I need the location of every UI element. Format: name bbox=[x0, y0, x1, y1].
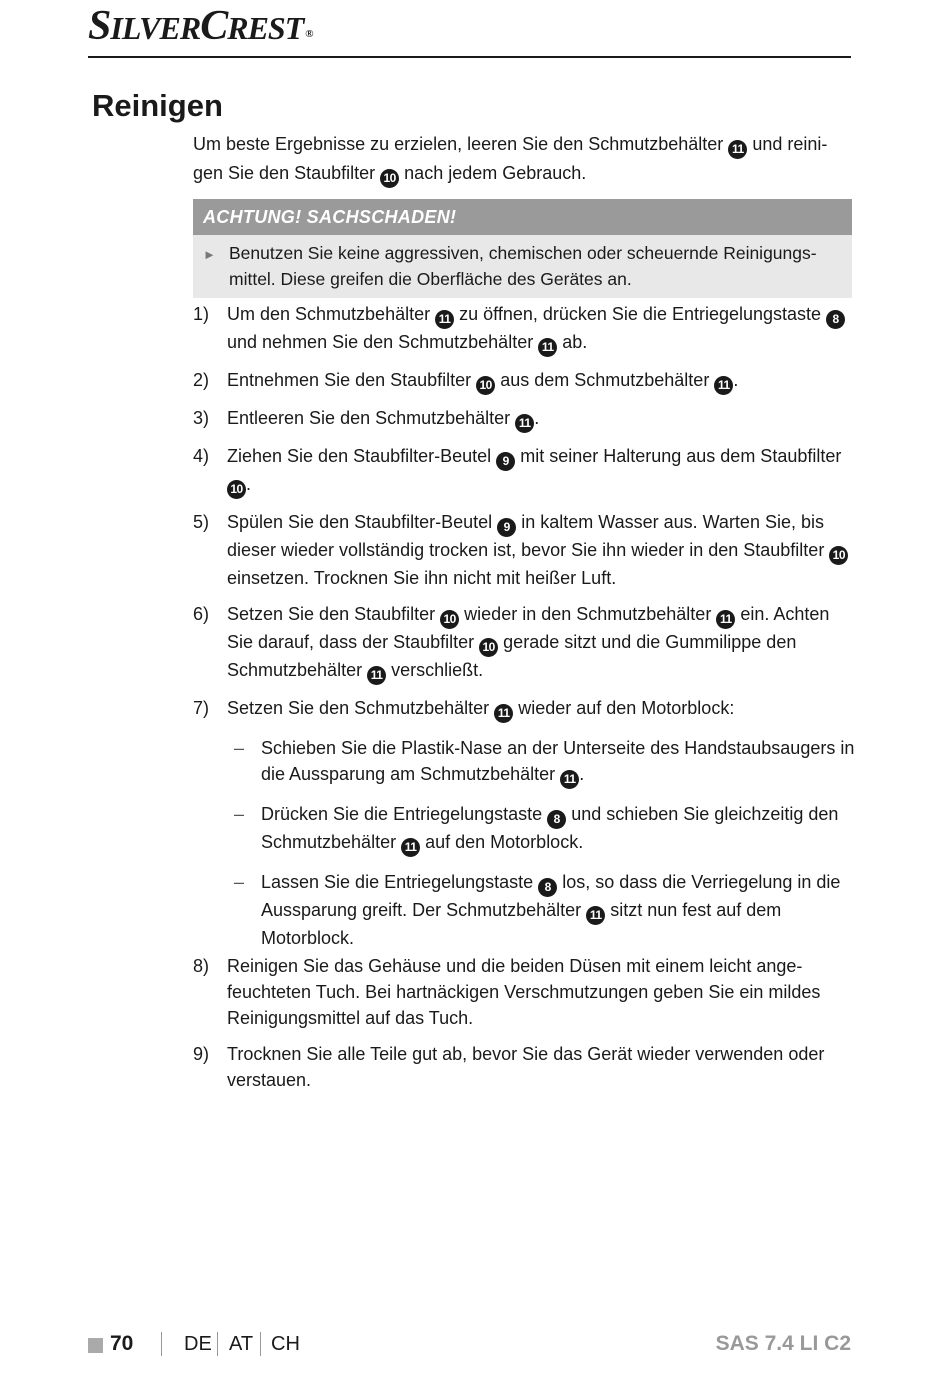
arrow-icon: ► bbox=[203, 247, 216, 262]
ref-11-icon: 11 bbox=[538, 338, 557, 357]
brand-logo: SILVERCREST ® bbox=[88, 3, 313, 49]
ref-8-icon: 8 bbox=[826, 310, 845, 329]
ref-11-icon: 11 bbox=[728, 140, 747, 159]
ref-11-icon: 11 bbox=[367, 666, 386, 685]
step-2: 2) Entnehmen Sie den Staubfilter 10 aus dem Schmutzbehälter 11 . bbox=[193, 367, 858, 395]
warning-box bbox=[193, 199, 852, 298]
step-7: 7) Setzen Sie den Schmutzbehälter 11 wieder auf den Motorblock: – Schieben Sie die Plastik-Nase an der Unterseite des Handstaubsaugers in die Aussparung am Schmutzbehälter 11 . – Drücken Sie die Entriegelungstaste 8 und schieben Sie gleichzeitig den Schmutzbehälter 11 auf den Motorblock. – Lassen Sie die Entriegelungstaste 8 los, so dass die Verriegelung in die Aussparung greift. Der Schmutzbehälter 11 sitzt nun fest auf dem Motorblock. bbox=[193, 695, 858, 951]
ref-8-icon: 8 bbox=[547, 810, 566, 829]
step-6: 6) Setzen Sie den Staubfilter 10 wieder in den Schmutzbehälter 11 ein. Achten Sie darauf, dass der Staubfilter 10 gerade sitzt und die Gummilippe den Schmutzbehälter 11 verschließt. bbox=[193, 601, 858, 685]
ref-9-icon: 9 bbox=[496, 452, 515, 471]
registered-mark: ® bbox=[305, 28, 313, 40]
lang-de: DE bbox=[184, 1333, 212, 1355]
footer-divider bbox=[217, 1332, 218, 1356]
substep-b: – Drücken Sie die Entriegelungstaste 8 und schieben Sie gleichzeitig den Schmutzbehälter 11 auf den Motorblock. bbox=[227, 801, 858, 857]
page-title: Reinigen bbox=[92, 88, 223, 123]
lang-ch: CH bbox=[271, 1333, 300, 1355]
substep-c: – Lassen Sie die Entriegelungstaste 8 los, so dass die Verriegelung in die Aussparung greift. Der Schmutzbehälter 11 sitzt nun fest auf dem Motorblock. bbox=[234, 872, 841, 948]
step-8: 8) Reinigen Sie das Gehäuse und die beiden Düsen mit einem leicht ange-feuchteten Tuch. Bei hartnäckigen Verschmutzungen geben Sie ein mildes Reinigungsmittel auf das Tuch. bbox=[193, 956, 821, 1028]
ref-10-icon: 10 bbox=[829, 546, 848, 565]
ref-11-icon: 11 bbox=[560, 770, 579, 789]
ref-11-icon: 11 bbox=[515, 414, 534, 433]
step-5: 5) Spülen Sie den Staubfilter-Beutel 9 in kaltem Wasser aus. Warten Sie, bis dieser wieder vollständig trocken ist, bevor Sie ihn wieder in den Staubfilter 10 einsetzen. Trocknen Sie ihn nicht mit heißer Luft. bbox=[193, 509, 858, 591]
ref-10-icon: 10 bbox=[479, 638, 498, 657]
intro-paragraph: Um beste Ergebnisse zu erzielen, leeren Sie den Schmutzbehälter 11 und reini- gen Sie den Staubfilter 10 nach jedem Gebrauch. bbox=[193, 130, 843, 188]
step-3: 3) Entleeren Sie den Schmutzbehälter 11 . bbox=[193, 405, 858, 433]
ref-10-icon: 10 bbox=[440, 610, 459, 629]
ref-8-icon: 8 bbox=[538, 878, 557, 897]
footer-square-icon bbox=[88, 1338, 103, 1353]
warning-body bbox=[193, 235, 852, 298]
step-9: 9) Trocknen Sie alle Teile gut ab, bevor Sie das Gerät wieder verwenden oder verstauen. bbox=[193, 1044, 825, 1090]
substep-a: – Schieben Sie die Plastik-Nase an der Unterseite des Handstaubsaugers in die Aussparung am Schmutzbehälter 11 . bbox=[227, 735, 858, 789]
footer-divider bbox=[161, 1332, 162, 1356]
footer-divider bbox=[260, 1332, 261, 1356]
lang-at: AT bbox=[229, 1333, 254, 1355]
ref-11-icon: 11 bbox=[494, 704, 513, 723]
ref-10-icon: 10 bbox=[227, 480, 246, 499]
instruction-list bbox=[193, 301, 858, 1103]
warning-text: Benutzen Sie keine aggressiven, chemischen oder scheuernde Reinigungs-mittel. Diese greifen die Oberfläche des Gerätes an. bbox=[229, 243, 817, 289]
ref-11-icon: 11 bbox=[435, 310, 454, 329]
ref-9-icon: 9 bbox=[497, 518, 516, 537]
ref-11-icon: 11 bbox=[401, 838, 420, 857]
page-number: 70 bbox=[110, 1332, 134, 1355]
step-4: 4) Ziehen Sie den Staubfilter-Beutel 9 mit seiner Halterung aus dem Staubfilter 10 . bbox=[193, 443, 858, 499]
header-rule bbox=[88, 56, 851, 58]
ref-10-icon: 10 bbox=[380, 169, 399, 188]
ref-11-icon: 11 bbox=[714, 376, 733, 395]
step-1: 1) Um den Schmutzbehälter 11 zu öffnen, drücken Sie die Entriegelungstaste 8 und nehmen Sie den Schmutzbehälter 11 ab. bbox=[193, 301, 858, 357]
model-number: SAS 7.4 LI C2 bbox=[715, 1332, 851, 1355]
ref-11-icon: 11 bbox=[716, 610, 735, 629]
warning-heading: ACHTUNG! SACHSCHADEN! bbox=[193, 199, 852, 235]
ref-10-icon: 10 bbox=[476, 376, 495, 395]
page-footer bbox=[88, 1330, 851, 1360]
ref-11-icon: 11 bbox=[586, 906, 605, 925]
